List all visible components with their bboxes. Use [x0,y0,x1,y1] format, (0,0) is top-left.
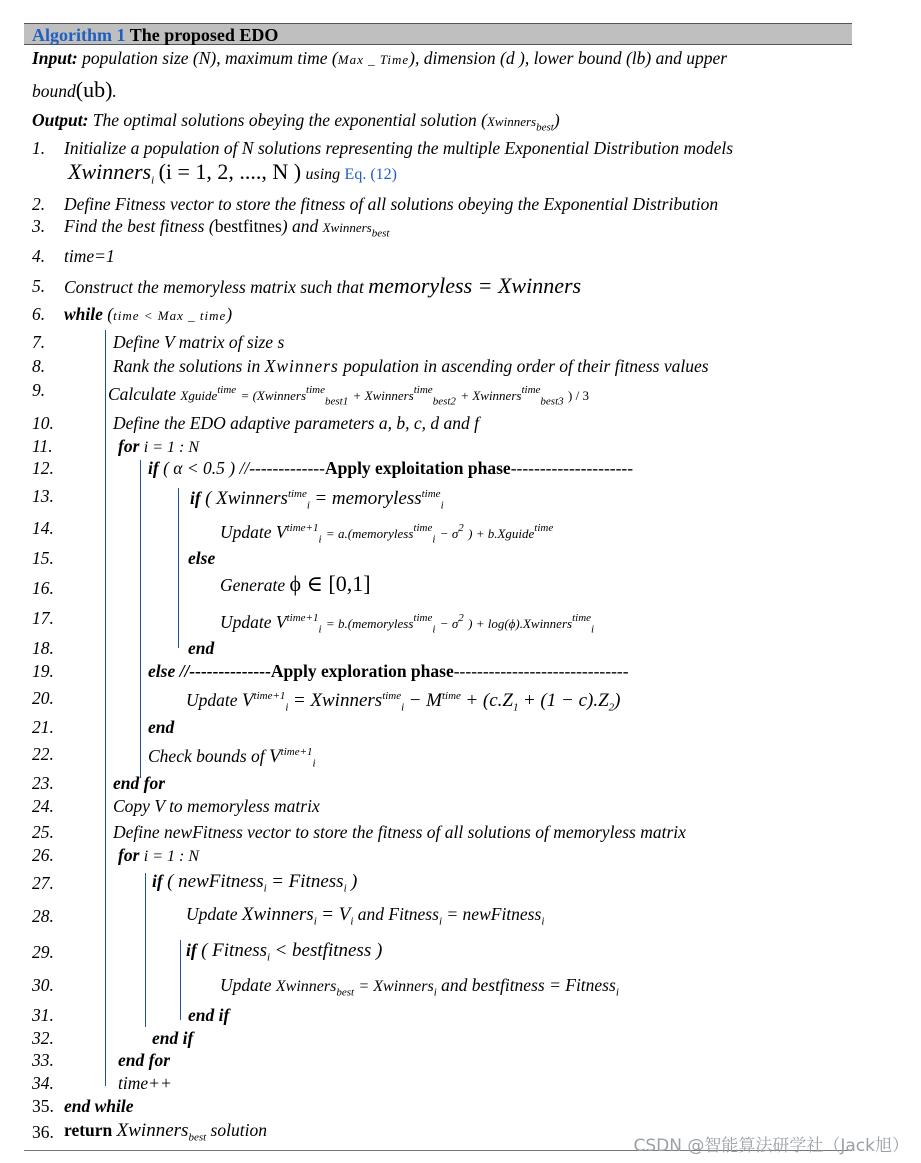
line-number: 35. [32,1096,54,1116]
line-30-xi-sub: i [433,986,437,999]
line-36-solution: solution [210,1120,267,1140]
line-13-rhs: = memoryless [314,487,422,509]
line-25: Define newFitness vector to store the fitness of all solutions of memoryless matrix [113,822,686,842]
line-number: 25. [32,822,54,842]
end-for-keyword: end for [113,773,166,793]
line-36 [64,1120,267,1148]
line-17-sigma-sup: 2 [458,612,464,624]
line-14 [220,518,553,549]
line-number: 9. [32,380,46,400]
input-ub: (ub) [75,77,113,102]
line-1 [64,138,733,158]
line-27-rhs-sub: i [343,882,347,895]
line-13 [190,484,444,515]
line-6-open: ( [107,304,114,324]
output-sym: Xwinners [486,114,537,129]
line-22-v: V [269,745,281,767]
end-if-keyword: end if [188,1005,230,1025]
update-keyword: Update [186,904,238,924]
line-13-rhs-sub: i [440,499,444,512]
line-14-v: V [275,521,287,542]
line-1-sub: i [151,174,155,187]
line-number: 20. [32,688,54,708]
output-close: ) [553,110,560,130]
line-12-cond: ( α < 0.5 ) //------------- [163,458,325,478]
xguide-sup: time [217,384,237,396]
input-label: Input: [32,48,78,68]
exploitation-phase-label: Apply exploitation phase [324,458,511,478]
update-keyword: Update [220,521,272,542]
xguide: Xguide [180,387,218,403]
line-29-lhs-sub: i [267,951,271,964]
else-keyword: else [188,548,216,568]
if-keyword: if [148,458,159,478]
line-36-x-sub: best [188,1131,207,1144]
line-6 [64,304,232,326]
line-number: 7. [32,332,46,352]
line-10: Define the EDO adaptive parameters a, b, c, d and f [113,413,479,433]
else-keyword: else //-------------- [148,661,271,681]
line-9-p2-sub: best2 [432,395,456,408]
line-19-dashes: ------------------------------ [453,661,629,681]
line-20-close: ) [614,689,621,711]
line-16-phi: ϕ ∈ [0,1] [289,571,371,596]
line-number: 12. [32,458,54,478]
line-3-and: ) and [281,216,319,236]
line-number: 28. [32,906,54,926]
line-12-dashes: --------------------- [510,458,634,478]
line-20-m: − M [408,689,442,711]
line-8-sym: Xwinners [264,356,339,376]
line-2: Define Fitness vector to store the fitness of all solutions obeying the Exponential Distribution [64,194,719,214]
algorithm-label: Algorithm 1 [32,25,126,45]
line-30-bestfit-sub: i [615,986,619,999]
output-label: Output: [32,110,89,130]
line-17-v: V [275,611,287,632]
line-14-guide: ) + b.Xguide [468,525,535,541]
line-13-lhs-sub: i [306,499,310,512]
line-20-v: V [241,689,254,711]
output-line [32,110,560,138]
line-28-v-sub: i [350,915,354,928]
line-number: 22. [32,744,54,764]
line-20-x-sub: i [401,701,405,714]
line-17 [220,608,594,639]
line-number: 29. [32,942,54,962]
line-36-x: Xwinners [116,1120,189,1141]
line-number: 18. [32,638,54,658]
line-9 [108,380,589,411]
line-22-v-sub: i [312,757,316,770]
if-keyword: if [186,940,197,960]
line-5-text: Construct the memoryless matrix such that [64,277,364,297]
line-17-v-sup: time+1 [286,612,319,624]
input-line-2 [32,77,117,102]
line-number: 23. [32,773,54,793]
line-number: 24. [32,796,54,816]
input-line [32,48,727,70]
line-9-div: ) / 3 [568,387,589,403]
line-14-sigma: − σ [439,525,459,541]
line-number: 19. [32,661,54,681]
line-1-text: Initialize a population of N solutions representing the multiple Exponential Distribution models [64,138,734,158]
line-number: 21. [32,717,54,737]
line-24: Copy V to memoryless matrix [113,796,320,816]
line-26-range: i = 1 : N [143,848,200,865]
line-17-rhs-sub: i [432,623,436,636]
line-5 [64,273,582,298]
line-14-rhs-sub: i [432,533,436,546]
return-keyword: return [64,1120,113,1140]
line-number: 17. [32,608,54,628]
line-number: 6. [32,304,46,324]
line-14-rhs-sup: time [413,522,433,534]
line-20-x-sup: time [382,690,402,702]
line-number: 31. [32,1005,54,1025]
line-9-p2: + Xwinners [352,387,414,403]
eq-ref-link: Eq. (12) [344,166,397,183]
line-1-using: using [305,166,341,183]
algorithm-header [24,23,852,45]
line-20-z1-sub: 1 [512,701,519,714]
line-number: 2. [32,194,46,214]
generate-keyword: Generate [220,575,286,595]
input-maxtime: Max _ Time [337,52,410,67]
line-17-rhs: = b.(memoryless [325,615,414,631]
line-30-bestfit: bestfitness = Fitness [471,975,616,995]
line-number: 33. [32,1050,54,1070]
line-28-v: = V [321,904,351,925]
if-bar-2 [180,940,181,1020]
line-28-newfit: = newFitness [446,904,542,924]
if-keyword: if [190,487,201,508]
line-30-xi: = Xwinners [358,978,434,995]
for-keyword: for [118,436,140,456]
line-27-lhs-sub: i [263,882,267,895]
output-sub: best [536,121,554,134]
line-22 [148,742,316,773]
line-7: Define V matrix of size s [113,332,285,352]
input-bound: bound [32,81,76,101]
algorithm-title: The proposed EDO [129,25,279,45]
line-27-close: ) [351,871,358,892]
line-20-v-sub: i [285,701,289,714]
line-17-log-sup: time [572,612,592,624]
line-1b [68,159,397,191]
while-bar [105,330,106,1086]
line-3-sym: Xwinners [322,220,372,235]
line-14-sigma-sup: 2 [458,522,464,534]
line-20-v-sup: time+1 [253,690,286,702]
line-14-rhs: = a.(memoryless [325,525,414,541]
watermark: CSDN @智能算法研学社（Jack旭） [633,1136,909,1156]
line-4: time=1 [64,246,115,266]
line-26 [118,845,199,867]
line-number: 8. [32,356,46,376]
line-27 [152,871,357,899]
line-28-x-sub: i [313,915,317,928]
line-number: 11. [32,436,53,456]
for-keyword: for [118,845,140,865]
line-number: 5. [32,276,46,296]
line-14-guide-sup: time [534,522,554,534]
line-number: 32. [32,1028,54,1048]
line-22-v-sup: time+1 [280,746,313,758]
line-number: 26. [32,845,54,865]
line-30 [220,975,619,1003]
line-6-close: ) [226,304,233,324]
line-28-x: Xwinners [241,904,314,925]
line-20-z1: + (c.Z [465,689,513,711]
line-20-x: = Xwinners [292,689,383,711]
line-13-lhs-sup: time [287,488,307,500]
line-9-p3: + Xwinners [460,387,522,403]
input-text2: ), dimension (d ), lower bound (lb) and upper [409,48,728,68]
end-while-keyword: end while [64,1096,134,1116]
line-3-text: Find the best fitness ( [64,216,215,236]
line-1-sym: Xwinners [68,159,152,184]
line-number: 36. [32,1122,54,1142]
line-6-cond: time < Max _ time [113,308,227,323]
update-keyword: Update [220,611,272,632]
line-9-p3-sub: best3 [540,395,564,408]
line-1-range: (i = 1, 2, ...., N ) [158,159,302,184]
line-20-m-sup: time [441,690,461,702]
line-5-eq: memoryless = Xwinners [368,273,582,298]
line-30-x-sub: best [336,986,355,999]
line-number: 1. [32,138,46,158]
line-number: 3. [32,216,46,236]
if-bar-1 [178,488,179,648]
line-17-rhs-sup: time [413,612,433,624]
line-9-p1-sup: time [306,384,325,396]
line-16 [220,571,371,596]
line-30-x: Xwinners [275,978,337,995]
line-number: 14. [32,518,54,538]
line-8-text2: population in ascending order of their fitness values [343,356,709,376]
line-29 [186,940,382,968]
line-3 [64,216,389,244]
for-bar-2 [145,873,146,1027]
line-20 [186,686,620,717]
line-28 [186,904,544,932]
line-28-fit-sub: i [438,915,442,928]
exploration-phase-label: Apply exploration phase [270,661,454,681]
line-34: time++ [118,1073,172,1093]
line-13-rhs-sup: time [421,488,441,500]
line-17-log-sub: i [591,623,595,636]
line-number: 13. [32,486,54,506]
line-number: 15. [32,548,54,568]
line-27-lhs: ( newFitness [167,871,264,892]
line-number: 10. [32,413,54,433]
while-keyword: while [64,304,103,324]
line-28-newfit-sub: i [541,915,545,928]
line-12 [148,458,633,478]
end-if-keyword: end if [152,1028,194,1048]
line-number: 27. [32,873,54,893]
input-text: population size (N), maximum time ( [82,48,338,68]
line-30-and: and [441,975,468,995]
line-17-v-sub: i [318,623,322,636]
line-11-range: i = 1 : N [143,439,200,456]
line-number: 30. [32,975,54,995]
line-9-p1: = (Xwinners [240,387,307,403]
line-3-bestfit: bestfitnes [214,216,282,236]
line-22-text: Check bounds of [148,745,265,766]
line-17-sigma: − σ [439,615,459,631]
end-for-keyword: end for [118,1050,171,1070]
line-3-sub: best [371,227,390,240]
line-13-lhs: ( Xwinners [205,487,288,509]
line-number: 4. [32,246,46,266]
update-keyword: Update [186,689,238,710]
line-28-and: and [357,904,384,924]
line-8 [113,356,709,376]
line-17-log: ) + log(ϕ).Xwinners [468,615,573,631]
if-keyword: if [152,871,163,891]
line-9-p3-sup: time [521,384,541,396]
input-period: . [112,81,117,101]
for-bar-1 [140,460,141,778]
line-8-text: Rank the solutions in [113,356,261,376]
line-29-lhs: ( Fitness [201,940,268,961]
output-text: The optimal solutions obeying the exponential solution ( [92,110,487,130]
line-19 [148,661,629,681]
update-keyword: Update [220,975,272,995]
line-20-z2-sub: 2 [608,701,615,714]
line-28-fit: Fitness [388,904,439,924]
line-9-p2-sup: time [413,384,433,396]
end-keyword: end [188,638,215,658]
line-number: 34. [32,1073,54,1093]
line-27-rhs: = Fitness [271,871,344,892]
line-14-v-sub: i [318,533,322,546]
line-11 [118,436,199,458]
line-number: 16. [32,578,54,598]
line-20-z2: + (1 − c).Z [522,689,609,711]
end-keyword: end [148,717,175,737]
line-29-rhs: < bestfitness ) [274,940,383,961]
line-9-text: Calculate [108,383,177,404]
line-9-p1-sub: best1 [325,395,349,408]
line-14-v-sup: time+1 [286,522,319,534]
